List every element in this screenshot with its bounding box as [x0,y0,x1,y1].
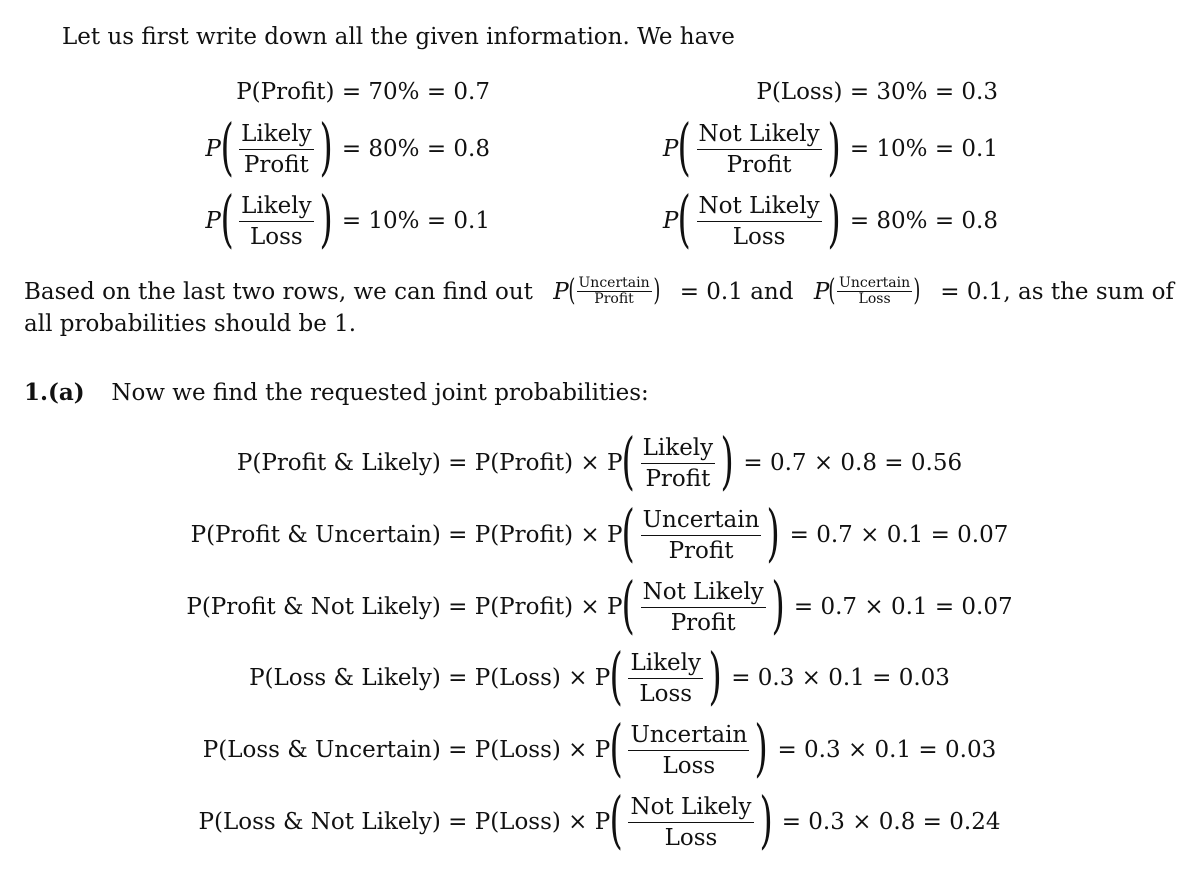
joint-rhs: = 0.3 × 0.1 = 0.03 [777,737,997,763]
fraction-denominator: Profit [594,291,634,307]
right-paren: ) [754,711,769,784]
fraction-denominator: Profit [668,537,734,564]
fraction-denominator: Profit [645,465,711,492]
joint-rhs: = 0.7 × 0.1 = 0.07 [793,594,1013,620]
joint-lhs: P(Loss & Not Likely) = P(Loss) × P [198,809,611,835]
inline-fraction-loss [813,272,921,308]
given-value: = 80% = 0.8 [341,136,490,162]
prob-symbol: P [813,278,830,305]
fraction-numerator: Likely [241,120,312,147]
fraction [691,191,828,252]
paragraph-line-2: all probabilities should be 1. [24,311,357,337]
right-paren: ) [758,783,773,856]
left-paren: ( [220,110,234,183]
left-paren: ( [621,568,636,641]
joint-lhs: P(Profit & Likely) = P(Profit) × P [236,450,623,476]
fraction [635,505,768,566]
fraction-numerator: Not Likely [698,120,820,147]
fraction [233,119,320,180]
left-paren: ( [220,182,234,255]
paragraph-text-end: = 0.1, as the sum of [940,278,1174,305]
given-likely-profit [100,110,490,185]
joint-lhs: P(Loss & Likely) = P(Loss) × P [249,665,611,691]
right-paren: ) [708,639,722,712]
joint-lhs: P(Profit & Uncertain) = P(Profit) × P [190,522,623,548]
joint-rhs: = 0.7 × 0.8 = 0.56 [743,450,963,476]
given-notlikely-loss [600,182,998,257]
prob-symbol: P [205,136,221,162]
fraction-numerator: Not Likely [642,578,764,605]
fraction-denominator: Loss [249,223,303,250]
joint-rhs: = 0.3 × 0.1 = 0.03 [731,665,950,691]
left-paren: ( [677,110,692,183]
right-paren: ) [766,496,781,569]
prob-symbol: P [662,136,679,162]
fraction-denominator: Loss [662,752,716,779]
given-loss-expr: P(Loss) = 30% = 0.3 [756,79,998,105]
fraction [835,276,914,307]
fraction-numerator: Not Likely [630,793,752,820]
section-text: Now we find the requested joint probabilities: [111,380,649,406]
joint-rhs: = 0.7 × 0.1 = 0.07 [789,522,1009,548]
left-paren: ( [677,182,692,255]
right-paren: ) [319,110,333,183]
left-paren: ( [621,496,636,569]
right-paren: ) [827,110,841,183]
paragraph-line-1 [24,272,1174,308]
joint-lhs: P(Profit & Not Likely) = P(Profit) × P [186,594,623,620]
fraction [635,433,722,494]
left-paren: ( [609,639,624,712]
given-value: = 10% = 0.1 [341,208,490,234]
joint-row [0,568,1199,643]
fraction-numerator: Likely [642,434,714,461]
left-paren: ( [621,424,636,497]
section-heading [24,379,649,406]
prob-symbol: P [205,208,221,234]
fraction-denominator: Profit [726,151,792,178]
fraction-numerator: Uncertain [839,275,911,291]
prob-symbol: P [553,278,569,305]
right-paren: ) [652,272,660,308]
given-notlikely-profit [600,110,998,185]
fraction-numerator: Uncertain [578,275,650,291]
fraction [575,276,654,307]
fraction-numerator: Not Likely [698,192,820,219]
fraction-numerator: Likely [241,192,312,219]
given-likely-loss [100,182,490,257]
fraction [622,720,755,781]
right-paren: ) [771,568,785,641]
paragraph-text-mid: = 0.1 and [679,278,794,305]
intro-text: Let us first write down all the given information. We have [62,24,735,50]
left-paren: ( [568,272,576,308]
joint-row [0,496,1199,571]
left-paren: ( [609,711,624,784]
section-label: 1.(a) [24,379,85,406]
fraction-numerator: Uncertain [630,721,748,748]
fraction-denominator: Loss [639,680,693,707]
given-value: = 80% = 0.8 [849,208,998,234]
fraction [691,119,828,180]
joint-row [0,424,1199,499]
joint-row [0,639,1199,714]
left-paren: ( [828,272,836,308]
fraction-denominator: Profit [670,609,736,636]
prob-symbol: P [662,208,679,234]
joint-row [0,711,1199,786]
fraction-denominator: Loss [858,291,891,307]
fraction [622,648,709,709]
right-paren: ) [913,272,921,308]
right-paren: ) [827,182,841,255]
fraction-denominator: Profit [243,151,309,178]
joint-lhs: P(Loss & Uncertain) = P(Loss) × P [202,737,611,763]
inline-fraction-profit [553,272,660,308]
fraction [635,577,772,638]
fraction [622,792,759,853]
fraction-denominator: Loss [732,223,786,250]
given-profit-expr: P(Profit) = 70% = 0.7 [236,79,490,105]
fraction [233,191,320,252]
fraction-numerator: Uncertain [642,506,760,533]
given-value: = 10% = 0.1 [849,136,998,162]
fraction-numerator: Likely [630,649,701,676]
joint-row [0,783,1199,858]
right-paren: ) [720,424,734,497]
right-paren: ) [319,182,333,255]
paragraph-text-start: Based on the last two rows, we can find out [24,278,533,305]
left-paren: ( [609,783,624,856]
fraction-denominator: Loss [664,824,718,851]
joint-rhs: = 0.3 × 0.8 = 0.24 [781,809,1001,835]
